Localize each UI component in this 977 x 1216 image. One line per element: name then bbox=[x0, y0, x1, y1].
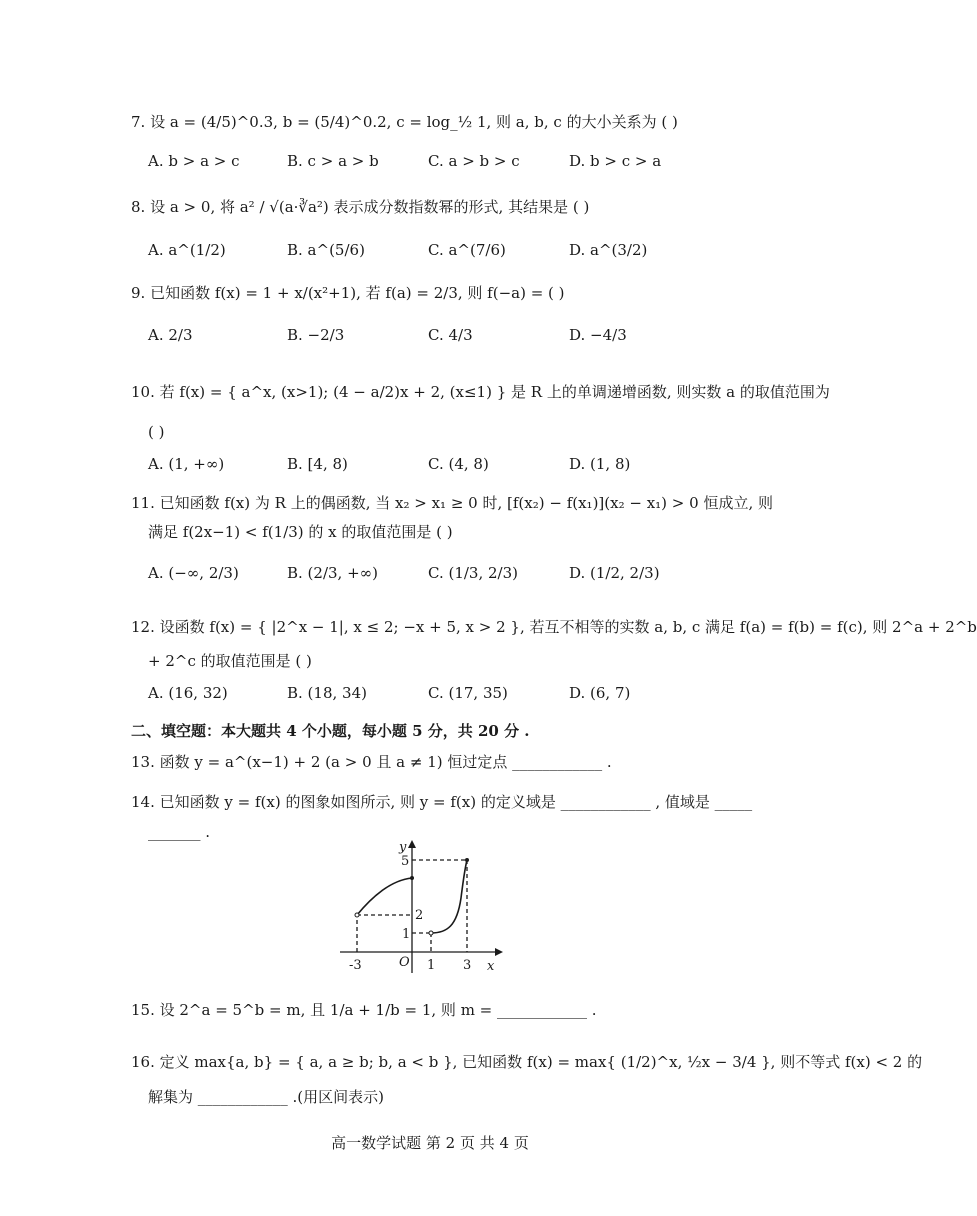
q12-option-a: A. (16, 32) bbox=[148, 684, 228, 702]
question-13: 13. 函数 y = a^(x−1) + 2 (a > 0 且 a ≠ 1) 恒过定点 ____________ . bbox=[131, 753, 612, 771]
question-10-stem: 10. 若 f(x) = { a^x, (x>1); (4 − a/2)x + 2, (x≤1) } 是 R 上的单调递增函数, 则实数 a 的取值范围为 bbox=[131, 383, 830, 401]
q10-option-b: B. [4, 8) bbox=[287, 455, 348, 473]
question-10-stem-line2: ( ) bbox=[148, 423, 165, 441]
question-12-stem-line2: + 2^c 的取值范围是 ( ) bbox=[148, 652, 312, 670]
q11-option-a: A. (−∞, 2/3) bbox=[148, 564, 239, 582]
question-16: 16. 定义 max{a, b} = { a, a ≥ b; b, a < b }, 已知函数 f(x) = max{ (1/2)^x, ½x − 3/4 }, 则不等式 f(x) < 2 的 bbox=[131, 1053, 923, 1071]
q8-option-c: C. a^(7/6) bbox=[428, 241, 506, 259]
y-tick-1: 1 bbox=[402, 927, 411, 942]
q9-option-d: D. −4/3 bbox=[569, 326, 627, 344]
q11-option-c: C. (1/3, 2/3) bbox=[428, 564, 518, 582]
origin-label: O bbox=[399, 955, 410, 970]
curve-left bbox=[357, 878, 412, 915]
x-tick-1: 1 bbox=[427, 958, 436, 973]
q10-option-d: D. (1, 8) bbox=[569, 455, 631, 473]
q12-option-d: D. (6, 7) bbox=[569, 684, 631, 702]
function-graph bbox=[335, 838, 505, 978]
q7-option-d: D. b > c > a bbox=[569, 152, 662, 170]
question-8-stem: 8. 设 a > 0, 将 a² / √(a·∛a²) 表示成分数指数幂的形式, 其结果是 ( ) bbox=[131, 198, 590, 216]
question-9-stem: 9. 已知函数 f(x) = 1 + x/(x²+1), 若 f(a) = 2/3, 则 f(−a) = ( ) bbox=[131, 284, 565, 302]
q9-option-c: C. 4/3 bbox=[428, 326, 473, 344]
y-label: y bbox=[399, 840, 407, 855]
q9-option-b: B. −2/3 bbox=[287, 326, 345, 344]
q7-option-b: B. c > a > b bbox=[287, 152, 379, 170]
question-12-stem: 12. 设函数 f(x) = { |2^x − 1|, x ≤ 2; −x + 5, x > 2 }, 若互不相等的实数 a, b, c 满足 f(a) = f(b) = f(c), 则 2^a + 2^b bbox=[131, 618, 977, 636]
y-tick-5: 5 bbox=[401, 854, 410, 869]
x-tick-3: 3 bbox=[463, 958, 472, 973]
q10-option-a: A. (1, +∞) bbox=[148, 455, 225, 473]
y-tick-2: 2 bbox=[415, 908, 424, 923]
question-14-line2: _______ . bbox=[148, 823, 211, 841]
q8-option-b: B. a^(5/6) bbox=[287, 241, 365, 259]
point-right-end bbox=[465, 858, 469, 862]
q8-option-d: D. a^(3/2) bbox=[569, 241, 648, 259]
point-left-start bbox=[355, 913, 359, 917]
section-heading: 二、填空题：本大题共 4 个小题，每小题 5 分，共 20 分 . bbox=[131, 722, 530, 740]
question-14: 14. 已知函数 y = f(x) 的图象如图所示, 则 y = f(x) 的定义域是 ____________ , 值域是 _____ bbox=[131, 793, 753, 811]
q7-option-c: C. a > b > c bbox=[428, 152, 520, 170]
q11-option-b: B. (2/3, +∞) bbox=[287, 564, 379, 582]
q12-option-c: C. (17, 35) bbox=[428, 684, 508, 702]
x-tick-neg3: -3 bbox=[349, 958, 362, 973]
q12-option-b: B. (18, 34) bbox=[287, 684, 367, 702]
x-axis-arrow bbox=[495, 948, 503, 956]
question-16-line2: 解集为 ____________ .(用区间表示) bbox=[148, 1088, 385, 1106]
question-7-stem: 7. 设 a = (4/5)^0.3, b = (5/4)^0.2, c = log_½ 1, 则 a, b, c 的大小关系为 ( ) bbox=[131, 113, 678, 131]
curve-right bbox=[431, 860, 467, 933]
question-11-stem-line2: 满足 f(2x−1) < f(1/3) 的 x 的取值范围是 ( ) bbox=[148, 523, 453, 541]
x-label: x bbox=[487, 959, 495, 974]
page-footer: 高一数学试题 第 2 页 共 4 页 bbox=[331, 1134, 529, 1152]
q11-option-d: D. (1/2, 2/3) bbox=[569, 564, 660, 582]
q8-option-a: A. a^(1/2) bbox=[148, 241, 226, 259]
y-axis-arrow bbox=[408, 840, 416, 848]
q9-option-a: A. 2/3 bbox=[148, 326, 193, 344]
point-left-end bbox=[410, 876, 414, 880]
question-11-stem: 11. 已知函数 f(x) 为 R 上的偶函数, 当 x₂ > x₁ ≥ 0 时, [f(x₂) − f(x₁)](x₂ − x₁) > 0 恒成立, 则 bbox=[131, 494, 773, 512]
point-right-start bbox=[429, 931, 433, 935]
q10-option-c: C. (4, 8) bbox=[428, 455, 489, 473]
question-15: 15. 设 2^a = 5^b = m, 且 1/a + 1/b = 1, 则 m = ____________ . bbox=[131, 1001, 597, 1019]
q7-option-a: A. b > a > c bbox=[148, 152, 240, 170]
